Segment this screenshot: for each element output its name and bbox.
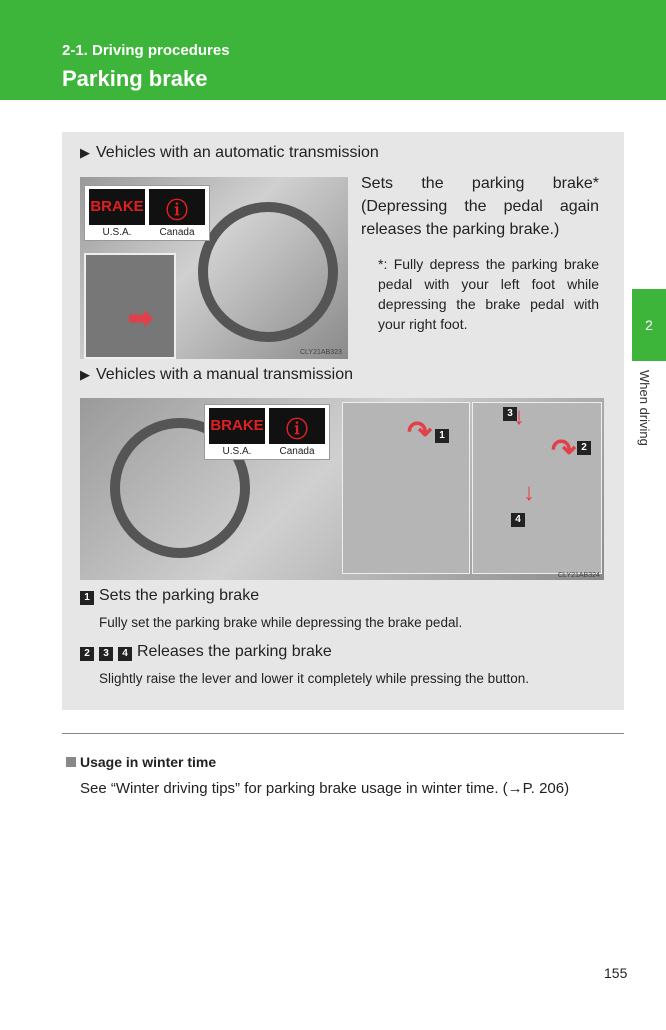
down-arrow-icon: ↓ <box>513 403 525 430</box>
curved-arrow-icon: ↷ <box>551 434 577 467</box>
page-title: Parking brake <box>62 66 208 91</box>
square-bullet-icon <box>66 757 76 767</box>
automatic-photo <box>80 177 348 359</box>
step2-title: Releases the parking brake <box>137 643 332 660</box>
lever-set-inset <box>342 402 470 574</box>
brake-indicator <box>204 404 330 460</box>
automatic-description: Sets the parking brake* (Depressing the pedal again releases the parking brake.) <box>361 175 599 238</box>
section-title: 2-1. Driving procedures <box>62 42 230 59</box>
brake-warning-icon: ⓘ <box>285 417 308 442</box>
brake-warning-icon: ⓘ <box>165 198 188 223</box>
canada-label: Canada <box>279 446 315 457</box>
header-bar <box>0 0 666 100</box>
triangle-icon: ▶ <box>80 367 90 382</box>
callout-2: 2 <box>577 441 591 455</box>
step-number: 1 <box>80 591 94 605</box>
brake-text: BRAKE <box>90 198 144 215</box>
manual-heading: ▶ Vehicles with a manual transmission <box>80 366 354 383</box>
content-box <box>62 132 624 710</box>
brake-text: BRAKE <box>210 417 264 434</box>
page-number: 155 <box>604 965 628 981</box>
triangle-icon: ▶ <box>80 145 90 160</box>
step-number: 4 <box>118 647 132 661</box>
winter-heading: Usage in winter time <box>66 754 216 770</box>
step2-text: Slightly raise the lever and lower it completely while pressing the button. <box>99 671 529 686</box>
callout-3: 3 <box>503 407 517 421</box>
lever-release-inset <box>472 402 602 574</box>
callout-4: 4 <box>511 513 525 527</box>
image-code: CLY21AB324 <box>558 572 600 579</box>
step-number: 2 <box>80 647 94 661</box>
automatic-footnote: *: Fully depress the parking brake pedal with your left foot while depressing the brake pedal with your right foot. <box>378 256 599 332</box>
callout-1: 1 <box>435 429 449 443</box>
canada-label: Canada <box>159 227 195 238</box>
down-arrow-icon: ↓ <box>523 479 535 506</box>
steering-wheel-icon <box>198 202 338 342</box>
arrow-icon: ➡ <box>128 302 154 335</box>
image-code: CLY21AB323 <box>300 349 342 356</box>
chapter-number: 2 <box>645 317 653 333</box>
step-number: 3 <box>99 647 113 661</box>
curved-arrow-icon: ↷ <box>407 416 433 449</box>
step1-title: Sets the parking brake <box>99 587 260 604</box>
step1-text: Fully set the parking brake while depressing the brake pedal. <box>99 615 463 630</box>
chapter-label: When driving <box>637 370 652 446</box>
manual-photo <box>80 398 604 580</box>
chapter-tab[interactable] <box>632 289 666 361</box>
automatic-heading: ▶ Vehicles with an automatic transmission <box>80 144 379 161</box>
winter-text: See “Winter driving tips” for parking brake usage in winter time. (→P. 206) <box>80 780 570 797</box>
divider <box>62 733 624 734</box>
usa-label: U.S.A. <box>102 227 132 238</box>
pedal-inset <box>84 253 176 359</box>
brake-indicator <box>84 185 210 241</box>
usa-label: U.S.A. <box>222 446 252 457</box>
